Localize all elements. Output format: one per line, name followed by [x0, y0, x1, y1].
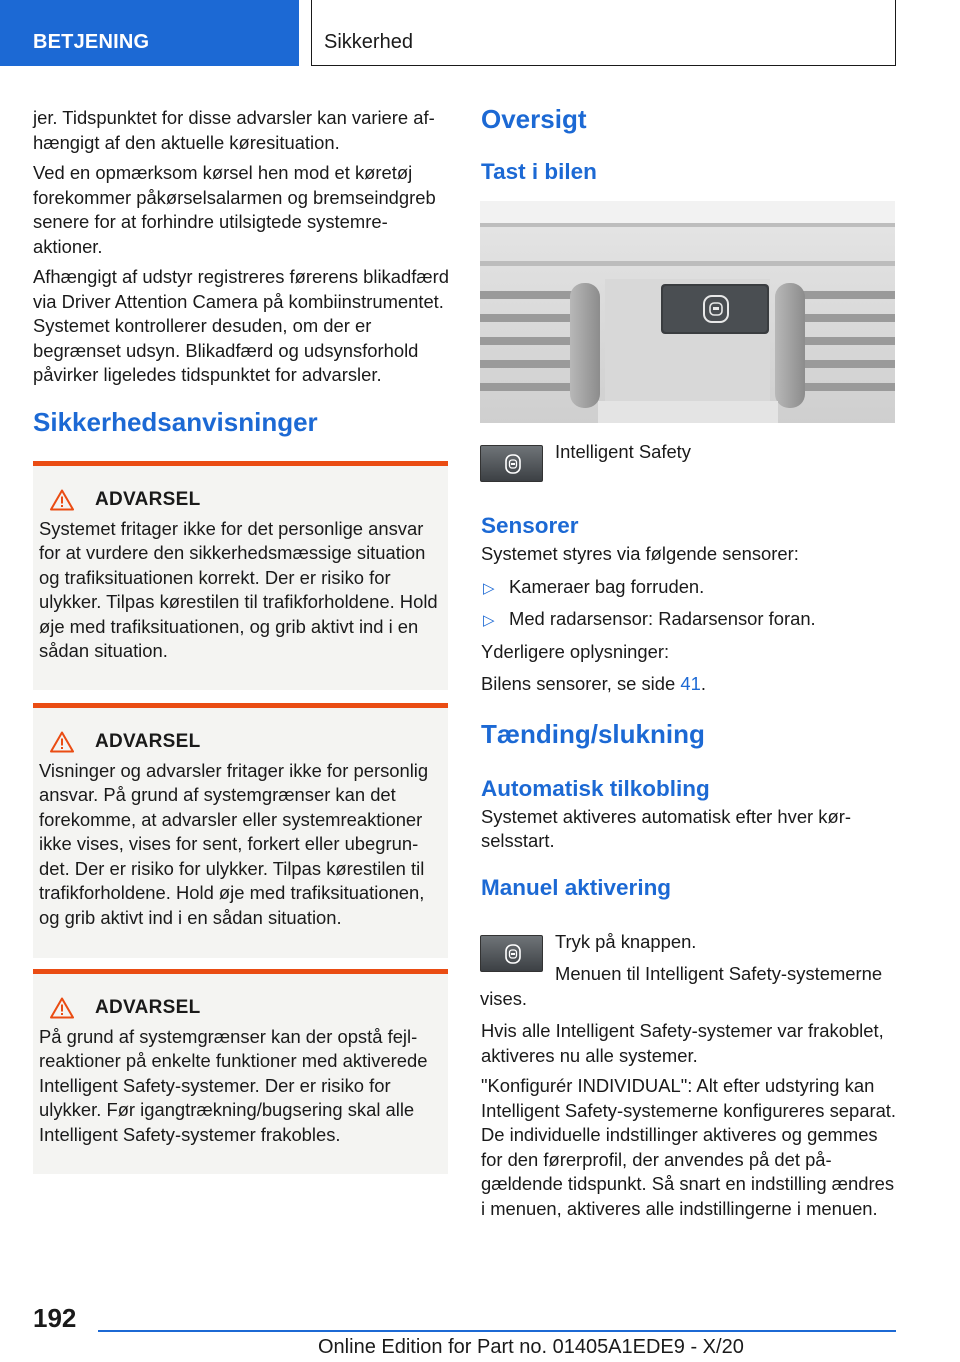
- warning-triangle-icon: [50, 489, 74, 511]
- section-label: BETJENING: [33, 31, 150, 53]
- warning-text: Systemet fritager ikke for det personlige ansvar for at vurdere den sikkerhedsmæssige situation og trafiksituationen korrekt. Der er risiko for ulykker. Tilpas kørestilen til trafikforholdene. Hold øje med trafiksituationen, og grib aktivt ind i en sådan situation.: [39, 517, 438, 661]
- page-number: 192: [33, 1303, 77, 1333]
- left-column: [33, 106, 451, 437]
- warning-box-2: [33, 703, 448, 958]
- sensors-heading: Sensorer: [481, 513, 579, 538]
- chapter-tab: [311, 0, 896, 66]
- warning-text: På grund af systemgrænser kan der opstå fejlreaktioner på enkelte funktioner med aktiverede Intelligent Safety-systemer. Der er risiko for ulykker. Før igangtrækning/bugsering skal alle Intelligent Safety-systemer frakobles.: [39, 1025, 428, 1145]
- manual-paragraph-2: "Konfigurér INDIVIDUAL": Alt efter udstyring kan Intelligent Safety-systemerne konfigureres separat. De individuelle indstillinger aktiveres og gemmes for den førerprofil, der anvendes på det pågældende tidspunkt. Så snart en indstilling ændres i menuen, aktiveres alle indstillingerne i menuen.: [481, 1075, 897, 1219]
- manual-step-1: Tryk på knappen.: [555, 931, 697, 952]
- bullet-triangle-icon: ▷: [483, 579, 495, 597]
- keys-heading: Tast i bilen: [481, 159, 597, 184]
- overview-heading: Oversigt: [481, 104, 587, 134]
- more-info: Yderligere oplysninger:: [481, 640, 670, 662]
- sensor-reference: Bilens sensorer, se side 41.: [481, 673, 706, 694]
- intro-paragraph-2: Ved en opmærksom kørsel hen mod et køretøj forekommer påkørselsalarmen og bremseindgreb senere for at forhindre utilsigtede systemreaktioner.: [33, 162, 436, 257]
- chapter-label: Sikkerhed: [324, 31, 413, 53]
- warning-text: Visninger og advarsler fritager ikke for personlig ansvar. På grund af systemgrænser kan det forekomme, at advarsler eller systemreaktioner ikke vises, vises for sent, forkert eller ubegrundet. Der er risiko for ulykker. Tilpas kørestilen til trafikforholdene. Hold øje med trafiksituationen, og grib aktivt ind i en sådan situation.: [39, 759, 429, 928]
- footer-rule: [98, 1330, 896, 1332]
- onoff-heading: Tænding/slukning: [481, 718, 705, 749]
- warning-box-1: [33, 461, 448, 690]
- intelligent-safety-key-icon: [480, 445, 543, 482]
- warning-title: ADVARSEL: [95, 997, 201, 1018]
- bullet-triangle-icon: ▷: [483, 612, 495, 629]
- right-column-middle: [481, 512, 899, 902]
- auto-text: Systemet aktiveres automatisk efter hver kørselsstart.: [481, 805, 851, 851]
- sensor-item: ▷ Kameraer bag forruden.: [481, 575, 899, 600]
- right-column-top: [481, 104, 899, 186]
- right-column-bottom: [481, 1019, 899, 1227]
- section-tab: [0, 0, 299, 66]
- auto-heading: Automatisk tilkobling: [481, 775, 710, 801]
- manual-heading: Manuel aktivering: [481, 874, 672, 900]
- manual-paragraph-1: Hvis alle Intelligent Safety-systemer var frakoblet, aktiveres nu alle systemer.: [481, 1020, 884, 1066]
- safety-heading: Sikkerhedsanvisninger: [33, 406, 318, 437]
- intro-paragraph-3: Afhængigt af udstyr registreres førerens blikadfærd via Driver Attention Camera på kombiinstrumentet. Systemet kontrollerer desuden, om der er begrænset udsyn. Blikadfærd og udsynsforhold påvirker ligeledes tidspunktet for advarsler.: [33, 266, 450, 385]
- warning-triangle-icon: [50, 731, 74, 753]
- sensor-item: ▷ Med radarsensor: Radarsensor foran.: [481, 607, 899, 632]
- intro-paragraph-1: jer. Tidspunktet for disse advarsler kan variere afhængigt af den aktuelle køresituation.: [33, 107, 435, 153]
- warning-box-3: [33, 969, 448, 1174]
- sensors-intro: Systemet styres via følgende sensorer:: [481, 543, 799, 564]
- warning-title: ADVARSEL: [95, 731, 201, 752]
- warning-title: ADVARSEL: [95, 489, 201, 510]
- edition-text: Online Edition for Part no. 01405A1EDE9 - X/20: [318, 1336, 744, 1358]
- page-link[interactable]: 41: [680, 673, 701, 694]
- intelligent-safety-button-photo: [480, 201, 895, 423]
- warning-triangle-icon: [50, 997, 74, 1019]
- manual-step-2: Menuen til Intelligent Safety-systemerne vises.: [480, 963, 883, 1009]
- button-label: Intelligent Safety: [555, 441, 691, 462]
